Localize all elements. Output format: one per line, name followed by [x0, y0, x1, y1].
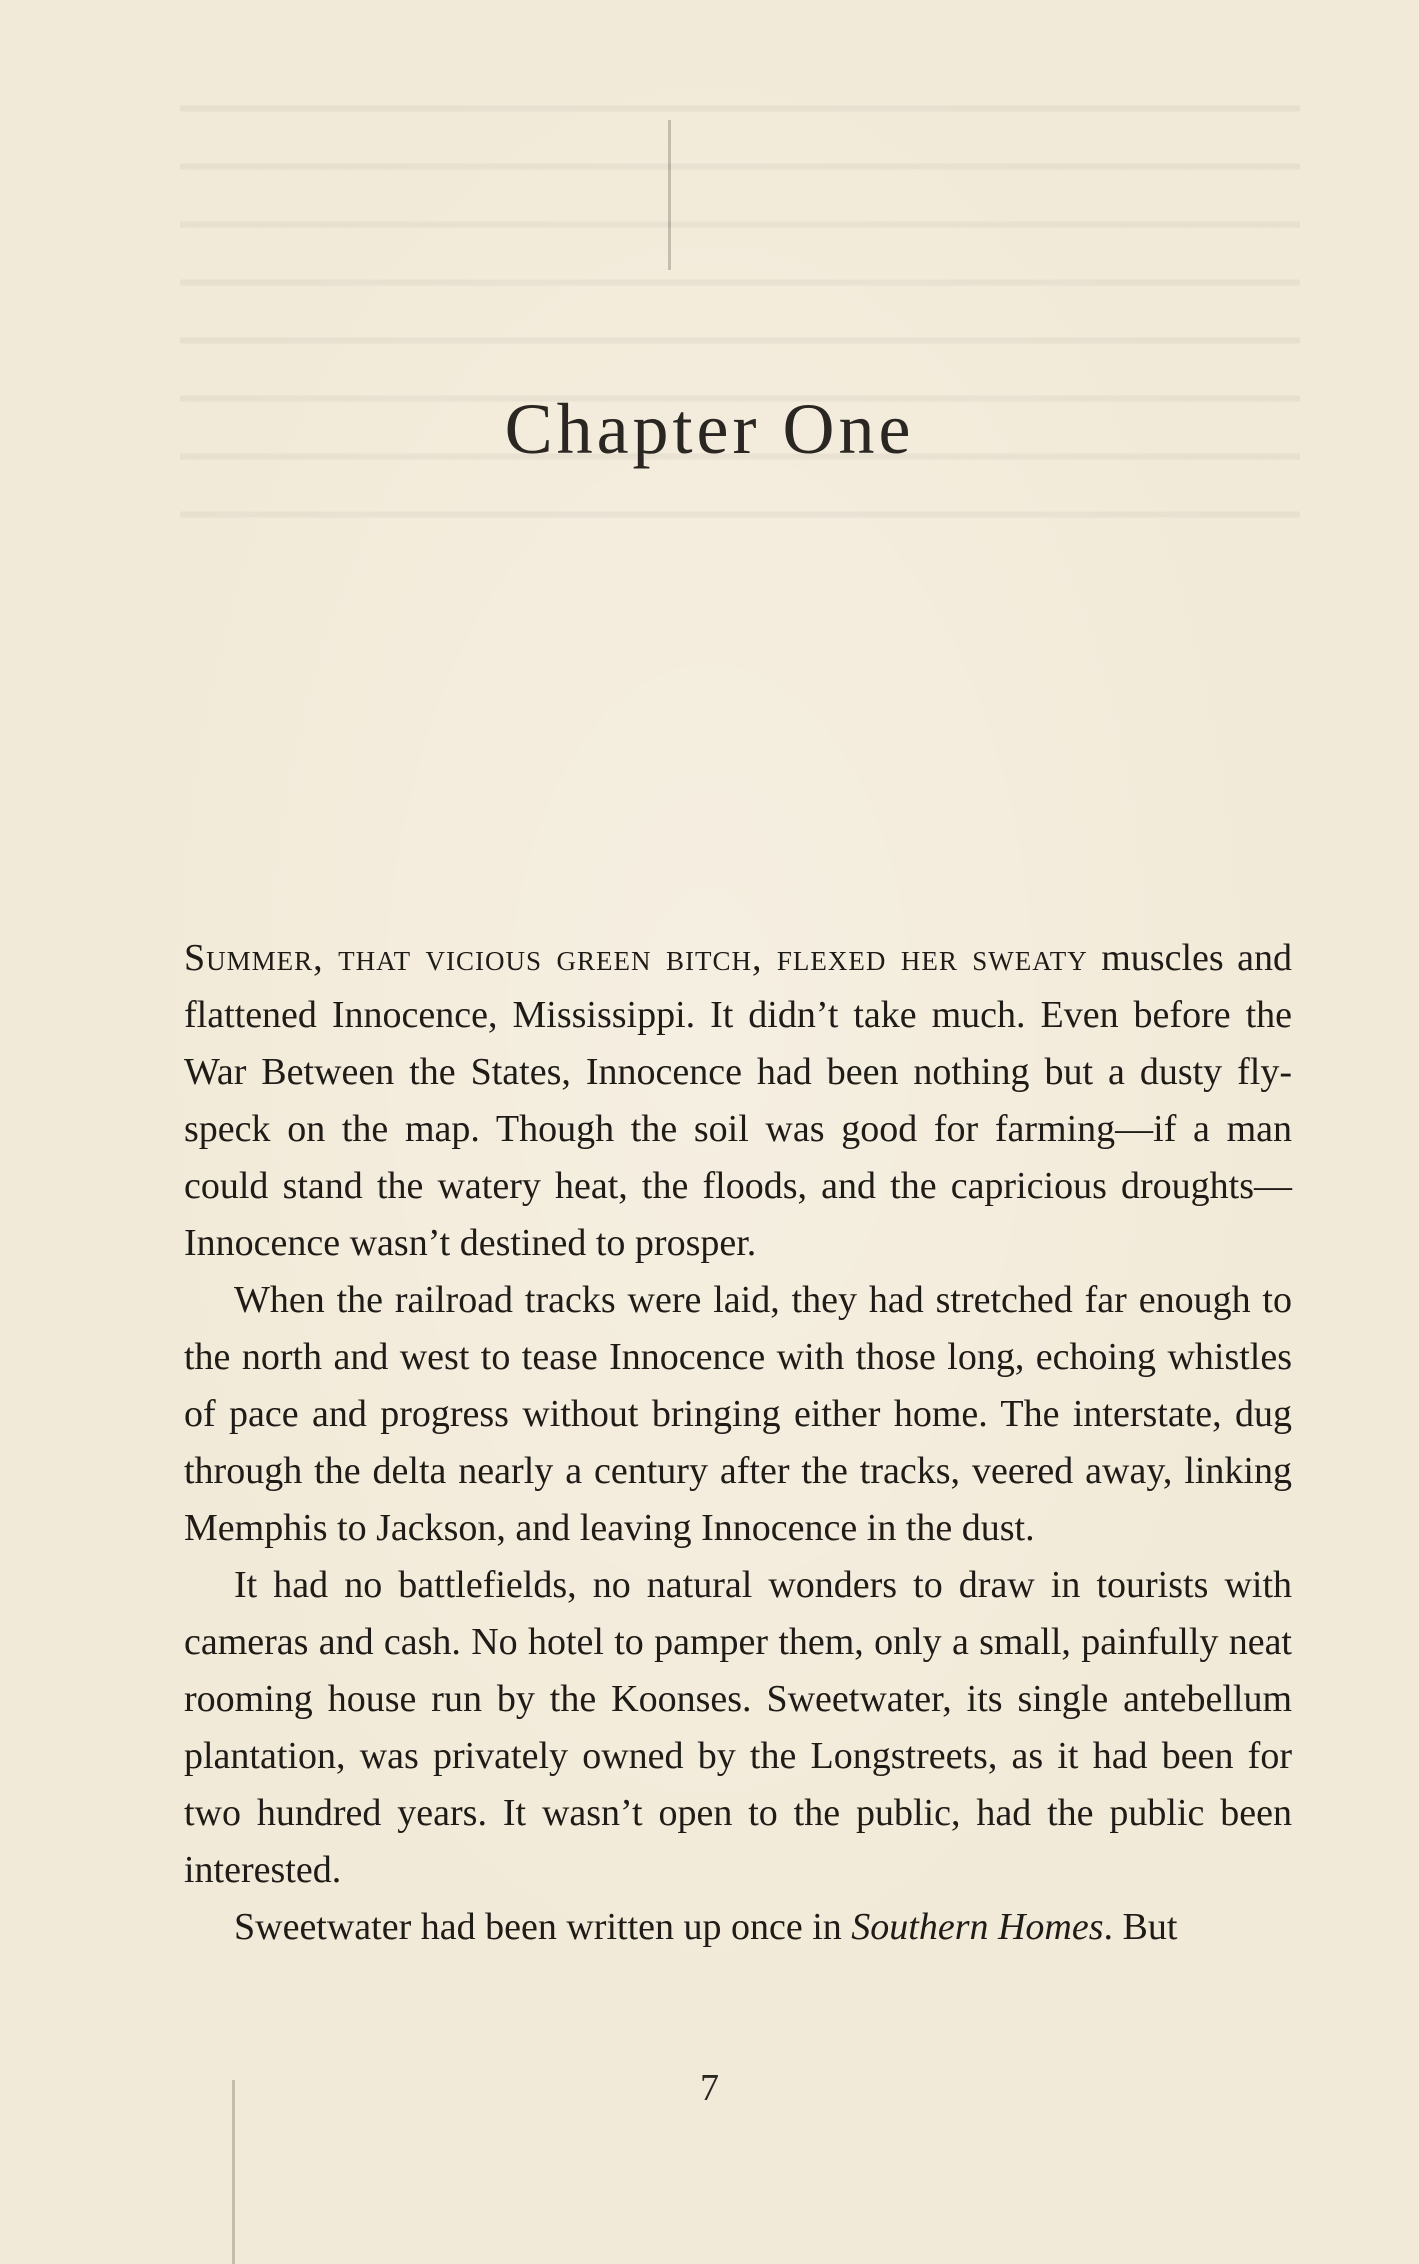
- paper-crease-mark: [668, 120, 671, 270]
- opening-smallcaps: Summer, that vicious green bitch, flexed her sweaty: [184, 937, 1088, 979]
- paragraph: [184, 930, 1292, 1272]
- paragraph: [184, 1899, 1292, 1956]
- italic-title: Southern Homes: [851, 1906, 1104, 1948]
- chapter-title: Chapter One: [504, 389, 915, 469]
- paragraph-text: Sweetwater had been written up once in: [234, 1906, 852, 1948]
- chapter-body: [184, 930, 1292, 1956]
- paragraph: When the railroad tracks were laid, they had stretched far enough to the north and west to tease Innocence with those long, echoing whistles of pace and progress without bringing either home. The interstate, dug through the delta nearly a century after the tracks, veered away, linking Memphis to Jackson, and leaving Innocence in the dust.: [184, 1279, 1292, 1549]
- paragraph-text: . But: [1103, 1906, 1178, 1948]
- paragraph: It had no battlefields, no natural wonders to draw in tourists with cameras and cash. No hotel to pamper them, only a small, painfully neat rooming house run by the Koonses. Sweetwater, its single antebellum plantation, was privately owned by the Longstreets, as it had been for two hundred years. It wasn’t open to the public, had the public been interested.: [184, 1564, 1292, 1891]
- paragraph-text: muscles and flattened Innocence, Mississippi. It didn’t take much. Even before the War Between the States, Innocence had been nothing but a dusty fly-speck on the map. Though the soil was good for farming—if a man could stand the watery heat, the floods, and the capricious droughts—Innocence wasn’t destined to prosper.: [184, 937, 1292, 1264]
- page-number: 7: [700, 2067, 719, 2109]
- show-through-texture: [180, 80, 1300, 544]
